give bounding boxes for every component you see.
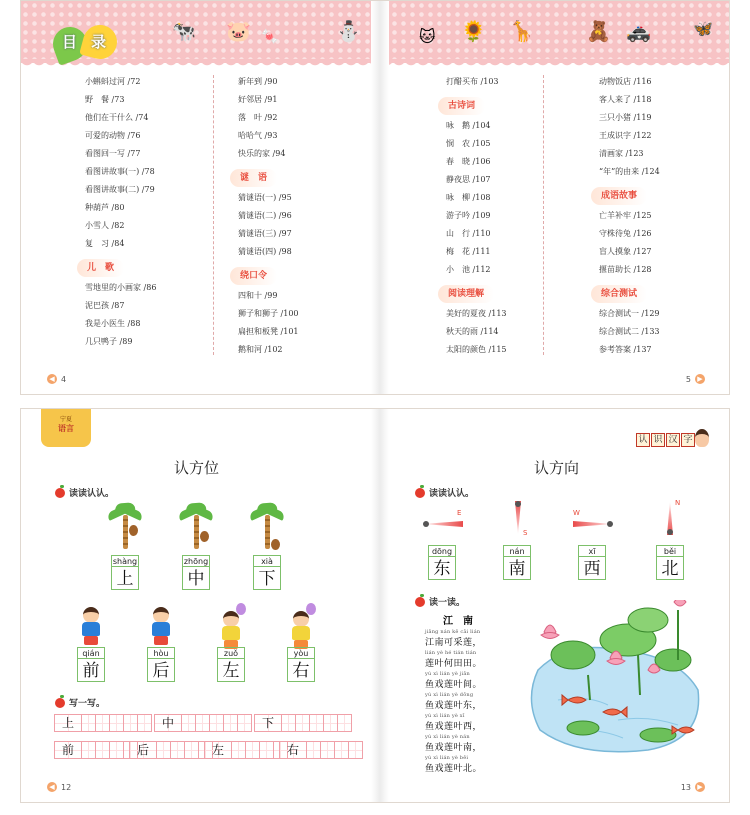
toc-entry[interactable]: 揠苗助长 /128: [599, 265, 652, 274]
toc-entry[interactable]: “年”的由来 /124: [599, 167, 660, 176]
lotus-pond-illustration: [528, 600, 706, 758]
apple-icon: [55, 698, 65, 708]
pinyin: zuǒ: [217, 647, 245, 658]
char-card-dong: [428, 545, 456, 580]
toc-section-heading-text: 成语故事: [591, 187, 647, 205]
direction-letter: W: [573, 509, 580, 517]
toc-entry[interactable]: 静夜思 /107: [446, 175, 491, 184]
lesson-title-left: 认方位: [174, 459, 220, 477]
toc-entry[interactable]: 咏 柳 /108: [446, 193, 491, 202]
toc-entry[interactable]: 守株待兔 /126: [599, 229, 652, 238]
poem-pinyin: yú xì lián yè dōng: [425, 692, 474, 698]
instruction-text: 读读认认。: [429, 489, 475, 499]
compass-east-icon: [423, 509, 463, 539]
toc-section-heading: [591, 285, 729, 303]
toc-section-heading: [438, 97, 576, 115]
page-number-text: 12: [61, 782, 72, 792]
boy-icon: [148, 607, 174, 645]
poem-line: 莲叶何田田。: [425, 659, 483, 669]
giraffe-icon: 🦒: [509, 19, 534, 43]
page-number-left: [47, 782, 71, 792]
arrow-right-icon: ▶: [695, 374, 705, 384]
candy-icon: 🍬: [261, 29, 279, 45]
page-number-right: [686, 374, 705, 384]
model-char: 后: [129, 741, 157, 759]
model-char: 中: [154, 714, 182, 732]
toc-section-heading: [230, 169, 368, 187]
char-card-hou: [147, 647, 175, 682]
instruction-read: [55, 486, 114, 499]
writing-grid-you[interactable]: [280, 741, 363, 759]
compass-north-icon: [651, 501, 691, 531]
toc-entry[interactable]: 小 池 /112: [446, 265, 491, 274]
lesson-title-right: 认方向: [534, 459, 580, 477]
toc-entry[interactable]: 山 行 /110: [446, 229, 491, 238]
char-card-zuo: [217, 647, 245, 682]
toc-entry[interactable]: 泥巴孩 /87: [85, 301, 125, 310]
toc-entry[interactable]: 复 习 /84: [85, 239, 125, 248]
toc-entry[interactable]: 清画家 /123: [599, 149, 644, 158]
monkey-icon: [129, 525, 138, 536]
page-number-text: 5: [685, 374, 691, 384]
section-tag-char: 字: [681, 433, 695, 447]
hanzi: 前: [77, 658, 105, 682]
arrow-right-icon: ▶: [695, 782, 705, 792]
compass-west-icon: [573, 509, 613, 539]
page-number-text: 4: [61, 374, 67, 384]
pinyin: hòu: [147, 647, 175, 658]
toc-entry[interactable]: 好邻居 /91: [238, 95, 278, 104]
toc-entry[interactable]: 鹅和河 /102: [238, 345, 283, 354]
section-tag: [636, 433, 695, 447]
instruction-write: [55, 696, 105, 709]
palm-tree-icon: [105, 503, 145, 549]
instruction-text: 写一写。: [69, 699, 106, 709]
hanzi: 右: [287, 658, 315, 682]
toc-entry[interactable]: 四和十 /99: [238, 291, 278, 300]
page-number-left: [47, 374, 66, 384]
toc-section-heading-text: 儿 歌: [77, 259, 124, 277]
toc-section-heading: [438, 285, 576, 303]
toc-title-badge: [53, 25, 125, 61]
toc-entry[interactable]: 猜谜语(四) /98: [238, 247, 292, 256]
toc-section-heading: [230, 267, 368, 285]
poem-jiangnan: [425, 612, 491, 776]
pinyin: yòu: [287, 647, 315, 658]
toc-entry[interactable]: 咏 鹅 /104: [446, 121, 491, 130]
toc-entry[interactable]: 他们在干什么 /74: [85, 113, 149, 122]
car-icon: 🚓: [626, 19, 651, 43]
toc-entry[interactable]: 野 餐 /73: [85, 95, 125, 104]
toc-section-heading-text: 综合测试: [591, 285, 647, 303]
palm-tree-icon: [247, 503, 287, 549]
direction-letter: E: [457, 509, 462, 517]
apple-icon: [415, 488, 425, 498]
toc-section-heading-text: 古诗词: [438, 97, 485, 115]
writing-grid-zuo[interactable]: [205, 741, 288, 759]
char-card-nan: [503, 545, 531, 580]
toc-entry[interactable]: 看图讲故事(一) /78: [85, 167, 155, 176]
toc-column-2: [238, 73, 368, 359]
toc-entry[interactable]: 美好的夏夜 /113: [446, 309, 507, 318]
bear-icon: 🧸: [586, 19, 611, 43]
direction-letter: S: [523, 529, 528, 537]
pinyin: shàng: [112, 557, 138, 566]
toc-entry[interactable]: 猜谜语(二) /96: [238, 211, 292, 220]
writing-grid-shang[interactable]: [55, 714, 152, 732]
toc-entry[interactable]: 种葫芦 /80: [85, 203, 125, 212]
instruction-read-poem: [415, 595, 465, 608]
poem-pinyin: yú xì lián yè běi: [425, 755, 469, 761]
char-card-you: [287, 647, 315, 682]
hanzi: 北: [656, 556, 684, 580]
instruction-read: [415, 486, 474, 499]
model-char: 右: [279, 741, 307, 759]
toc-entry[interactable]: 雪地里的小画家 /86: [85, 283, 157, 292]
girl-balloon-icon: [218, 611, 244, 649]
hanzi: 东: [428, 556, 456, 580]
toc-entry[interactable]: 三只小猪 /119: [599, 113, 652, 122]
toc-section-heading: [591, 187, 729, 205]
boy-icon: [78, 607, 104, 645]
writing-grid-zhong[interactable]: [155, 714, 252, 732]
sunflower-icon: 🌻: [461, 19, 486, 43]
toc-column-1: [85, 73, 215, 351]
toc-entry[interactable]: 王成识字 /122: [599, 131, 652, 140]
monkey-icon: [271, 539, 280, 550]
hanzi: 左: [217, 658, 245, 682]
pinyin: nán: [503, 545, 531, 556]
poem-line: 鱼戏莲叶北。: [425, 764, 483, 774]
toc-entry[interactable]: 狮子和狮子 /100: [238, 309, 299, 318]
cat-icon: 🐱: [419, 27, 436, 46]
toc-entry[interactable]: 小蝌蚪过河 /72: [85, 77, 141, 86]
toc-section-heading-text: 阅读理解: [438, 285, 494, 303]
instruction-text: 读一读。: [429, 598, 466, 608]
pinyin: zhōng: [183, 557, 209, 566]
toc-entry[interactable]: 亡羊补牢 /125: [599, 211, 652, 220]
toc-entry[interactable]: 盲人摸象 /127: [599, 247, 652, 256]
poem-pinyin: jiāng nán kě cǎi lián: [425, 629, 481, 635]
monkey-icon: [200, 531, 209, 542]
poem-title: 江 南: [443, 616, 473, 627]
toc-entry[interactable]: 猜谜语(三) /97: [238, 229, 292, 238]
char-card-bei: [656, 545, 684, 580]
kid-mascot-icon: [695, 429, 709, 447]
section-tag-char: 汉: [666, 433, 680, 447]
toc-entry[interactable]: 哈哈气 /93: [238, 131, 278, 140]
palm-tree-icon: [176, 503, 216, 549]
hanzi: 中: [182, 566, 210, 590]
hanzi: 下: [253, 566, 281, 590]
toc-entry[interactable]: 综合测试二 /133: [599, 327, 660, 336]
toc-entry[interactable]: 小雪人 /82: [85, 221, 125, 230]
toc-title-char: 目: [62, 33, 78, 51]
poem-line: 鱼戏莲叶间。: [425, 680, 483, 690]
toc-column-4: [599, 73, 729, 359]
writing-grid-xia[interactable]: [255, 714, 352, 732]
pinyin: xī: [578, 545, 606, 556]
pinyin: xià: [253, 555, 281, 566]
section-tag-char: 识: [651, 433, 665, 447]
toc-entry[interactable]: 快乐的家 /94: [238, 149, 286, 158]
toc-column-3: [446, 73, 576, 359]
poem-pinyin: yú xì lián yè xī: [425, 713, 465, 719]
char-card-shang: [111, 555, 139, 590]
toc-entry[interactable]: 动物饭店 /116: [599, 77, 652, 86]
apple-icon: [55, 488, 65, 498]
poem-pinyin: yú xì lián yè jiān: [425, 671, 470, 677]
direction-letter: N: [675, 499, 681, 507]
toc-entry[interactable]: 综合测试一 /129: [599, 309, 660, 318]
toc-entry[interactable]: 春 晓 /106: [446, 157, 491, 166]
spine-gutter: [371, 409, 389, 802]
toc-entry[interactable]: 悯 农 /105: [446, 139, 491, 148]
model-char: 上: [54, 714, 82, 732]
toc-entry[interactable]: 几只鸭子 /89: [85, 337, 133, 346]
hanzi: 南: [503, 556, 531, 580]
toc-entry[interactable]: 看图讲故事(二) /79: [85, 185, 155, 194]
toc-entry[interactable]: 太阳的颜色 /115: [446, 345, 507, 354]
butterfly-icon: 🦋: [693, 19, 713, 38]
hanzi: 西: [578, 556, 606, 580]
girl-balloon-icon: [288, 611, 314, 649]
toc-entry[interactable]: 可爱的动物 /76: [85, 131, 141, 140]
model-char: 下: [254, 714, 282, 732]
toc-entry[interactable]: 扁担和板凳 /101: [238, 327, 299, 336]
toc-entry[interactable]: 游子吟 /109: [446, 211, 491, 220]
apple-icon: [415, 597, 425, 607]
toc-entry[interactable]: 新年到 /90: [238, 77, 278, 86]
toc-section-heading-text: 绕口令: [230, 267, 277, 285]
toc-entry[interactable]: 秋天的雨 /114: [446, 327, 499, 336]
char-card-zhong: [182, 555, 210, 590]
pig-icon: 🐷: [226, 19, 251, 43]
compass-south-icon: [499, 501, 539, 537]
poem-line: 江南可采莲，: [425, 638, 483, 648]
arrow-left-icon: ◀: [47, 374, 57, 384]
toc-spread: [20, 0, 730, 395]
section-tag-char: 认: [636, 433, 650, 447]
instruction-text: 读读认认。: [69, 489, 115, 499]
poem-pinyin: yú xì lián yè nán: [425, 734, 470, 740]
poem-line: 鱼戏莲叶西，: [425, 722, 483, 732]
poem-line: 鱼戏莲叶东，: [425, 701, 483, 711]
toc-entry[interactable]: 参考答案 /137: [599, 345, 652, 354]
toc-entry[interactable]: 看图回一写 /77: [85, 149, 141, 158]
model-char: 前: [54, 741, 82, 759]
cow-icon: 🐄: [171, 19, 196, 43]
toc-entry[interactable]: 打醋买布 /103: [446, 77, 499, 86]
char-card-qian: [77, 647, 105, 682]
spine-gutter: [371, 1, 389, 394]
toc-entry[interactable]: 我是小医生 /88: [85, 319, 141, 328]
toc-section-heading: [77, 259, 215, 277]
column-divider: [543, 75, 544, 355]
snowman-icon: ⛄: [336, 19, 361, 43]
series-tag-top: 宁夏: [59, 416, 72, 423]
toc-entry[interactable]: 落 叶 /92: [238, 113, 278, 122]
page-number-right: [681, 782, 705, 792]
column-divider: [213, 75, 214, 355]
writing-grid-hou[interactable]: [130, 741, 213, 759]
arrow-left-icon: ◀: [47, 782, 57, 792]
pinyin: dōng: [428, 545, 456, 556]
char-card-xi: [578, 545, 606, 580]
page-number-text: 13: [680, 782, 691, 792]
series-tag: [41, 409, 91, 447]
hanzi: 上: [111, 566, 139, 590]
model-char: 左: [204, 741, 232, 759]
writing-grid-qian[interactable]: [55, 741, 138, 759]
toc-entry[interactable]: 梅 花 /111: [446, 247, 491, 256]
pinyin: běi: [656, 545, 684, 556]
series-tag-bottom: 语言: [58, 424, 74, 433]
toc-title-char: 录: [91, 33, 107, 51]
pinyin: qián: [77, 647, 105, 658]
poem-pinyin: lián yè hé tián tián: [425, 650, 477, 656]
hanzi: 后: [147, 658, 175, 682]
char-card-xia: [253, 555, 281, 590]
toc-entry[interactable]: 猜谜语(一) /95: [238, 193, 292, 202]
poem-line: 鱼戏莲叶南，: [425, 743, 483, 753]
toc-section-heading-text: 谜 语: [230, 169, 277, 187]
toc-entry[interactable]: 客人来了 /118: [599, 95, 652, 104]
